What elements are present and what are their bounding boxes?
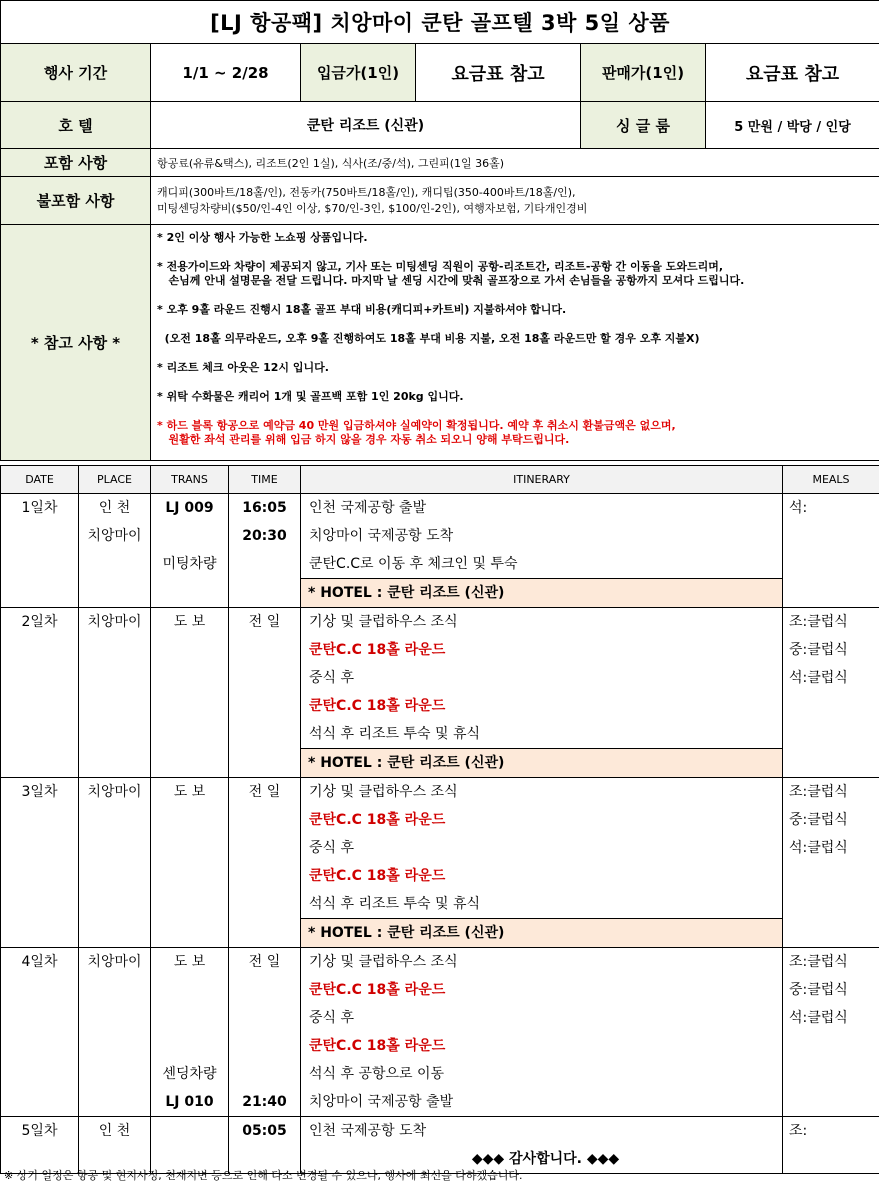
exclude-value <box>151 177 879 225</box>
place: 치앙마이 <box>87 528 142 544</box>
col-meals: MEALS <box>783 466 879 494</box>
single-value: 5 만원 / 박당 / 인당 <box>706 102 879 149</box>
time: 전 일 <box>248 954 281 970</box>
itinerary-item: 석식 후 리조트 투숙 및 휴식 <box>309 896 481 912</box>
itinerary-item: 기상 및 클럽하우스 조식 <box>309 784 458 800</box>
itinerary-item: 중식 후 <box>309 670 355 686</box>
day-row-1 <box>1 494 879 608</box>
trans: 미팅차량 <box>162 556 217 572</box>
itinerary-item-round: 쿤탄C.C 18홀 라운드 <box>309 1038 446 1054</box>
note-item: * 위탁 수화물은 캐리어 1개 및 골프백 포함 1인 20kg 입니다. <box>157 390 464 403</box>
hotel-value: 쿤탄 리조트 (신관) <box>151 102 581 149</box>
itinerary-item-round: 쿤탄C.C 18홀 라운드 <box>309 868 446 884</box>
itinerary-item: 기상 및 클럽하우스 조식 <box>309 954 458 970</box>
time: 20:30 <box>242 528 287 544</box>
trans: 도 보 <box>173 954 206 970</box>
meal: 석: <box>789 500 808 516</box>
meal: 석:클럽식 <box>789 1010 848 1026</box>
meal: 중:클럽식 <box>789 982 848 998</box>
include-label: 포함 사항 <box>1 149 151 177</box>
sale-label: 판매가(1인) <box>581 44 706 102</box>
day-date: 3일차 <box>21 784 58 800</box>
itinerary-item: 석식 후 리조트 투숙 및 휴식 <box>309 726 481 742</box>
itinerary-table <box>0 465 879 1174</box>
col-time: TIME <box>229 466 301 494</box>
col-date: DATE <box>1 466 79 494</box>
trans: LJ 009 <box>165 500 214 516</box>
meal: 석:클럽식 <box>789 670 848 686</box>
period-label: 행사 기간 <box>1 44 151 102</box>
trans: 도 보 <box>173 784 206 800</box>
single-label: 싱 글 룸 <box>581 102 706 149</box>
note-item: * 리조트 체크 아웃은 12시 입니다. <box>157 361 329 374</box>
day-row-4 <box>1 948 879 1117</box>
include-value: 항공료(유류&택스), 리조트(2인 1실), 식사(조/중/석), 그린피(1일 36홀) <box>151 149 879 177</box>
col-itinerary: ITINERARY <box>301 466 783 494</box>
time: 21:40 <box>242 1094 287 1110</box>
itinerary-item: 중식 후 <box>309 1010 355 1026</box>
itinerary-item: 석식 후 공항으로 이동 <box>309 1066 445 1082</box>
day-row-5 <box>1 1117 879 1174</box>
trans: LJ 010 <box>165 1094 214 1110</box>
meal: 조:클럽식 <box>789 784 848 800</box>
itinerary-item: 기상 및 클럽하우스 조식 <box>309 614 458 630</box>
info-table <box>0 0 879 461</box>
day-date: 2일차 <box>21 614 58 630</box>
col-place: PLACE <box>79 466 151 494</box>
hotel-line: * HOTEL : 쿤탄 리조트 (신관) <box>301 578 783 607</box>
place: 치앙마이 <box>87 954 142 970</box>
time: 전 일 <box>248 784 281 800</box>
note-item: * 2인 이상 행사 가능한 노쇼핑 상품입니다. <box>157 231 368 244</box>
note-item-warning: * 하드 블록 항공으로 예약금 40 만원 입금하셔야 실예약이 확정됩니다. 예약 후 취소시 환불금액은 없으며, 원활한 좌석 관리를 위해 입금 하지 않을 경우 자동 취소 되오니 양해 부탁드립니다. <box>157 419 676 446</box>
deposit-label: 입금가(1인) <box>301 44 416 102</box>
period-value: 1/1 ~ 2/28 <box>151 44 301 102</box>
day-row-3 <box>1 778 879 948</box>
exclude-label: 불포함 사항 <box>1 177 151 225</box>
exclude-line-1: 캐디피(300바트/18홀/인), 전동카(750바트/18홀/인), 캐디팁(350-400바트/18홀/인), <box>157 185 576 199</box>
time: 05:05 <box>242 1123 287 1139</box>
itinerary-item: 인천 국제공항 출발 <box>309 500 427 516</box>
note-item: * 오후 9홀 라운드 진행시 18홀 골프 부대 비용(캐디피+카트비) 지불하셔야 합니다. <box>157 303 567 316</box>
day-date: 1일차 <box>21 500 58 516</box>
itinerary-item-round: 쿤탄C.C 18홀 라운드 <box>309 698 446 714</box>
place: 치앙마이 <box>87 784 142 800</box>
meal: 중:클럽식 <box>789 812 848 828</box>
hotel-label: 호 텔 <box>1 102 151 149</box>
meal: 석:클럽식 <box>789 840 848 856</box>
note-item: * 전용가이드와 차량이 제공되지 않고, 기사 또는 미팅센딩 직원이 공항-리조트간, 리조트-공항 간 이동을 도와드리며, 손님께 안내 설명문을 전달 드립니다. 마지막 날 센딩 시간에 맞춰 골프장으로 가서 손님들을 공항까지 모셔다 드립니다. <box>157 260 745 287</box>
trans: 도 보 <box>173 614 206 630</box>
day-row-2 <box>1 608 879 778</box>
meal: 조: <box>789 1123 808 1139</box>
itinerary-item: 쿤탄C.C로 이동 후 체크인 및 투숙 <box>309 556 518 572</box>
hotel-line: * HOTEL : 쿤탄 리조트 (신관) <box>301 748 783 777</box>
sale-value: 요금표 참고 <box>706 44 879 102</box>
place: 인 천 <box>98 1123 131 1139</box>
itinerary-item-round: 쿤탄C.C 18홀 라운드 <box>309 642 446 658</box>
time: 16:05 <box>242 500 287 516</box>
note-item: (오전 18홀 의무라운드, 오후 9홀 진행하여도 18홀 부대 비용 지불, 오전 18홀 라운드만 할 경우 오후 지불X) <box>157 332 700 345</box>
col-trans: TRANS <box>151 466 229 494</box>
meal: 중:클럽식 <box>789 642 848 658</box>
place: 치앙마이 <box>87 614 142 630</box>
itinerary-item: 인천 국제공항 도착 <box>309 1123 427 1139</box>
thanks-text: ◆◆◆ 감사합니다. ◆◆◆ <box>471 1151 620 1167</box>
notes-label: * 참고 사항 * <box>1 225 151 461</box>
notes-box <box>151 225 879 461</box>
footer-note: ※ 상기 일정은 항공 및 현지사정, 천재지변 등으로 인해 다소 변경될 수 있으나, 행사에 최선을 다하겠습니다. <box>4 1169 523 1182</box>
itinerary-item-round: 쿤탄C.C 18홀 라운드 <box>309 812 446 828</box>
itinerary-item: 중식 후 <box>309 840 355 856</box>
day-date: 4일차 <box>21 954 58 970</box>
meal: 조:클럽식 <box>789 614 848 630</box>
itinerary-item: 치앙마이 국제공항 도착 <box>309 528 454 544</box>
exclude-line-2: 미팅센딩차량비($50/인-4인 이상, $70/인-3인, $100/인-2인), 여행자보험, 기타개인경비 <box>157 201 588 215</box>
itinerary-item-round: 쿤탄C.C 18홀 라운드 <box>309 982 446 998</box>
time: 전 일 <box>248 614 281 630</box>
page-title: [LJ 항공팩] 치앙마이 쿤탄 골프텔 3박 5일 상품 <box>1 1 879 44</box>
trans: 센딩차량 <box>162 1066 217 1082</box>
itinerary-item: 치앙마이 국제공항 출발 <box>309 1094 454 1110</box>
deposit-value: 요금표 참고 <box>416 44 581 102</box>
place: 인 천 <box>98 500 131 516</box>
hotel-line: * HOTEL : 쿤탄 리조트 (신관) <box>301 918 783 947</box>
day-date: 5일차 <box>21 1123 58 1139</box>
meal: 조:클럽식 <box>789 954 848 970</box>
